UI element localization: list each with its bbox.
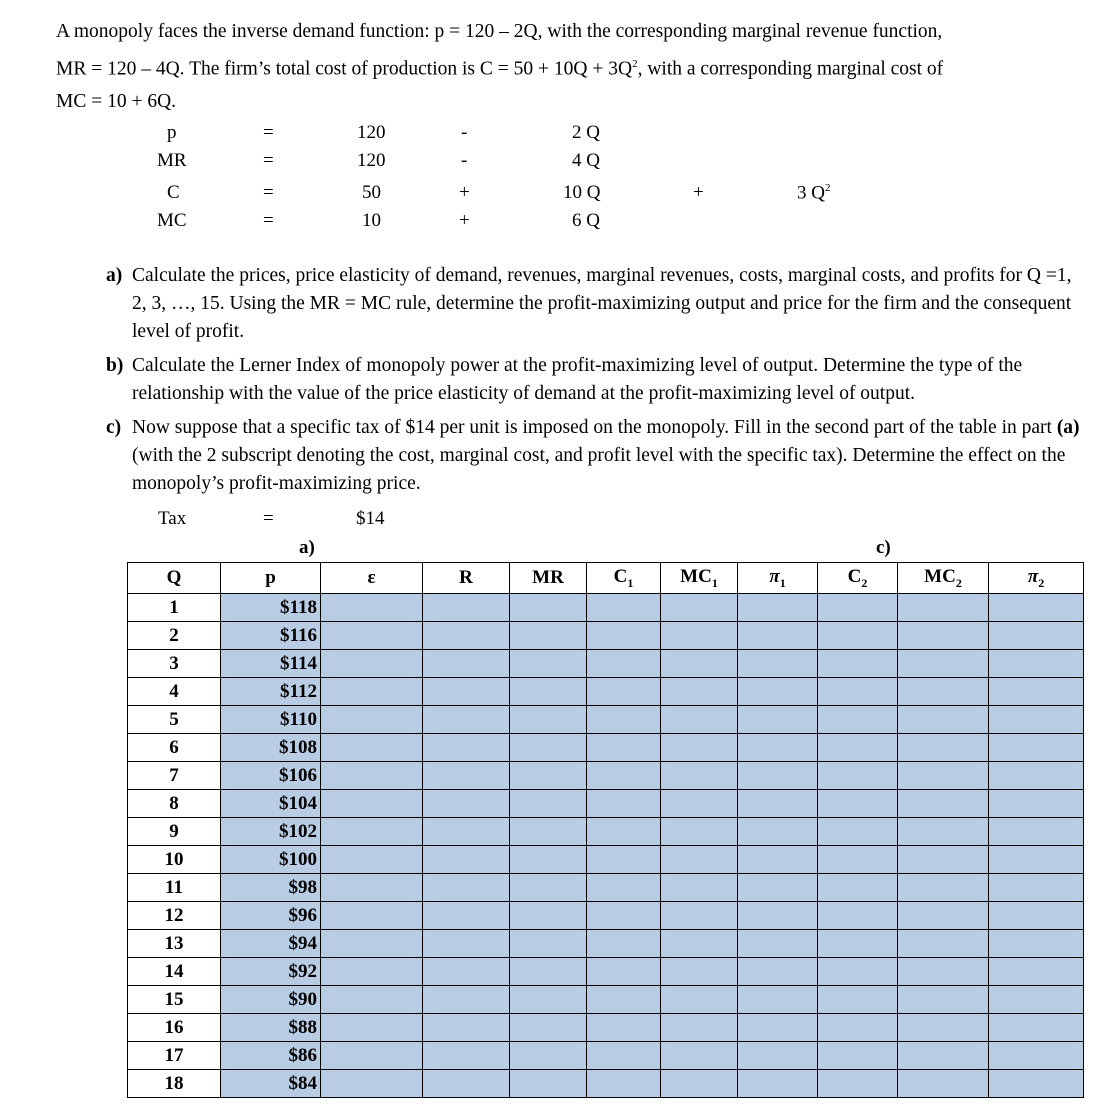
- cell-profit-2[interactable]: [989, 902, 1084, 930]
- cell-revenue[interactable]: [423, 762, 510, 790]
- cell-marginal-cost-1[interactable]: [661, 930, 738, 958]
- cell-profit-1[interactable]: [738, 902, 818, 930]
- cell-revenue[interactable]: [423, 874, 510, 902]
- cell-cost-2[interactable]: [818, 706, 898, 734]
- data-table: [127, 562, 1084, 1098]
- cell-profit-1[interactable]: [738, 958, 818, 986]
- cell-cost-1[interactable]: [587, 1042, 661, 1070]
- cell-marginal-revenue[interactable]: [510, 622, 587, 650]
- cell-revenue[interactable]: [423, 678, 510, 706]
- question-a: [106, 262, 1081, 346]
- eq-lhs: p: [167, 122, 177, 143]
- cell-revenue[interactable]: [423, 734, 510, 762]
- cell-cost-1[interactable]: [587, 594, 661, 622]
- header-cost-2: [818, 563, 898, 594]
- cell-elasticity[interactable]: [321, 930, 423, 958]
- cell-q: 6: [128, 734, 221, 762]
- cell-marginal-cost-2[interactable]: [898, 958, 989, 986]
- eq-constant: 50: [362, 182, 381, 203]
- cell-price: $100: [221, 846, 321, 874]
- header-text: p: [265, 567, 276, 588]
- tax-label: Tax: [158, 508, 187, 529]
- header-subscript: 1: [627, 575, 634, 590]
- cell-q: 11: [128, 874, 221, 902]
- cell-marginal-cost-2[interactable]: [898, 930, 989, 958]
- cell-cost-1[interactable]: [587, 790, 661, 818]
- cell-marginal-revenue[interactable]: [510, 846, 587, 874]
- cell-marginal-revenue[interactable]: [510, 650, 587, 678]
- question-c: [106, 414, 1081, 498]
- cell-marginal-cost-1[interactable]: [661, 818, 738, 846]
- cell-revenue[interactable]: [423, 846, 510, 874]
- cell-q: 14: [128, 958, 221, 986]
- cell-price: $90: [221, 986, 321, 1014]
- eq-operator: +: [459, 182, 470, 203]
- cell-elasticity[interactable]: [321, 1070, 423, 1098]
- header-q: [128, 563, 221, 594]
- header-text: MR: [532, 567, 564, 588]
- eq-lhs: MR: [157, 150, 187, 171]
- cell-price: $116: [221, 622, 321, 650]
- question-text: Calculate the Lerner Index of monopoly power at the profit-maximizing level of output. Determine the type of the relationship with the value of the price elasticity of demand at the profit-maximizing level of output.: [132, 355, 1023, 404]
- cell-profit-2[interactable]: [989, 650, 1084, 678]
- table-row: [128, 762, 1084, 790]
- section-label-c: c): [876, 537, 891, 558]
- cell-profit-1[interactable]: [738, 930, 818, 958]
- cell-marginal-cost-1[interactable]: [661, 650, 738, 678]
- eq-linear-term: 10 Q: [563, 182, 601, 203]
- cell-marginal-cost-2[interactable]: [898, 622, 989, 650]
- cell-cost-2[interactable]: [818, 902, 898, 930]
- cell-cost-2[interactable]: [818, 734, 898, 762]
- cell-cost-1[interactable]: [587, 846, 661, 874]
- cell-marginal-cost-2[interactable]: [898, 1042, 989, 1070]
- cell-cost-1[interactable]: [587, 902, 661, 930]
- cell-price: $108: [221, 734, 321, 762]
- table-row: [128, 986, 1084, 1014]
- header-marginal-cost-1: [661, 563, 738, 594]
- cell-price: $86: [221, 1042, 321, 1070]
- intro-line-2b: , with a corresponding marginal cost of: [637, 58, 944, 80]
- cell-elasticity[interactable]: [321, 846, 423, 874]
- cell-revenue[interactable]: [423, 650, 510, 678]
- header-p: [221, 563, 321, 594]
- cell-profit-2[interactable]: [989, 958, 1084, 986]
- table-row: [128, 902, 1084, 930]
- cell-cost-1[interactable]: [587, 818, 661, 846]
- header-text: π: [1027, 565, 1039, 587]
- cell-elasticity[interactable]: [321, 818, 423, 846]
- cell-price: $118: [221, 594, 321, 622]
- header-subscript: 2: [1038, 575, 1045, 590]
- eq-operator: +: [459, 210, 470, 231]
- eq-quadratic-sup: 2: [824, 182, 831, 194]
- eq-linear-term: 6 Q: [572, 210, 600, 231]
- header-subscript: 1: [711, 575, 718, 590]
- cell-cost-1[interactable]: [587, 762, 661, 790]
- cell-profit-2[interactable]: [989, 678, 1084, 706]
- cell-revenue[interactable]: [423, 958, 510, 986]
- cell-profit-1[interactable]: [738, 706, 818, 734]
- cell-marginal-cost-1[interactable]: [661, 706, 738, 734]
- cell-marginal-cost-1[interactable]: [661, 1014, 738, 1042]
- cell-marginal-cost-1[interactable]: [661, 958, 738, 986]
- cell-cost-1[interactable]: [587, 706, 661, 734]
- cell-revenue[interactable]: [423, 818, 510, 846]
- cell-elasticity[interactable]: [321, 1014, 423, 1042]
- cell-profit-1[interactable]: [738, 1042, 818, 1070]
- cell-price: $114: [221, 650, 321, 678]
- table-row: [128, 706, 1084, 734]
- cell-cost-1[interactable]: [587, 734, 661, 762]
- cell-price: $98: [221, 874, 321, 902]
- cell-marginal-cost-2[interactable]: [898, 1014, 989, 1042]
- cell-profit-2[interactable]: [989, 846, 1084, 874]
- table-row: [128, 678, 1084, 706]
- cell-price: $84: [221, 1070, 321, 1098]
- intro-line-2a: MR = 120 – 4Q. The firm’s total cost of production is C = 50 + 10Q + 3Q: [56, 58, 633, 80]
- cell-marginal-cost-2[interactable]: [898, 594, 989, 622]
- cell-price: $102: [221, 818, 321, 846]
- cell-profit-1[interactable]: [738, 594, 818, 622]
- header-cost-1: [587, 563, 661, 594]
- header-subscript: 2: [955, 575, 962, 590]
- cell-revenue[interactable]: [423, 1014, 510, 1042]
- cell-marginal-cost-1[interactable]: [661, 874, 738, 902]
- cell-revenue[interactable]: [423, 594, 510, 622]
- header-text: MC: [924, 565, 956, 587]
- cell-marginal-revenue[interactable]: [510, 594, 587, 622]
- header-text: MC: [680, 565, 712, 587]
- table-row: [128, 1042, 1084, 1070]
- table-body: [128, 594, 1084, 1098]
- cell-elasticity[interactable]: [321, 958, 423, 986]
- cell-profit-2[interactable]: [989, 1042, 1084, 1070]
- cell-marginal-cost-1[interactable]: [661, 790, 738, 818]
- cell-marginal-cost-2[interactable]: [898, 818, 989, 846]
- cell-price: $88: [221, 1014, 321, 1042]
- cell-elasticity[interactable]: [321, 734, 423, 762]
- question-text: Now suppose that a specific tax of $14 per unit is imposed on the monopoly. Fill in the second part of the table in part: [132, 417, 1057, 438]
- question-b: [106, 352, 1081, 408]
- cell-q: 2: [128, 622, 221, 650]
- cell-marginal-cost-1[interactable]: [661, 734, 738, 762]
- cell-profit-2[interactable]: [989, 818, 1084, 846]
- cell-q: 18: [128, 1070, 221, 1098]
- question-label: b): [106, 355, 124, 376]
- table-row: [128, 622, 1084, 650]
- cell-marginal-cost-2[interactable]: [898, 874, 989, 902]
- question-text-bold: (a): [1056, 417, 1080, 438]
- cell-revenue[interactable]: [423, 706, 510, 734]
- cell-elasticity[interactable]: [321, 1042, 423, 1070]
- cell-q: 1: [128, 594, 221, 622]
- cell-cost-1[interactable]: [587, 650, 661, 678]
- cell-profit-1[interactable]: [738, 762, 818, 790]
- header-text: Q: [166, 567, 182, 588]
- intro-line-2: [56, 48, 1076, 86]
- cell-cost-2[interactable]: [818, 986, 898, 1014]
- cell-profit-2[interactable]: [989, 1014, 1084, 1042]
- header-marginal-revenue: [510, 563, 587, 594]
- eq-constant: 120: [357, 122, 386, 143]
- cell-marginal-cost-1[interactable]: [661, 1042, 738, 1070]
- cell-marginal-cost-1[interactable]: [661, 902, 738, 930]
- cell-revenue[interactable]: [423, 930, 510, 958]
- cell-q: 9: [128, 818, 221, 846]
- eq-sign: =: [263, 210, 274, 231]
- cell-marginal-cost-2[interactable]: [898, 734, 989, 762]
- cell-marginal-cost-2[interactable]: [898, 762, 989, 790]
- cell-price: $104: [221, 790, 321, 818]
- cell-q: 16: [128, 1014, 221, 1042]
- cell-cost-1[interactable]: [587, 930, 661, 958]
- cell-q: 8: [128, 790, 221, 818]
- cell-marginal-revenue[interactable]: [510, 958, 587, 986]
- eq-lhs: MC: [157, 210, 187, 231]
- cell-q: 10: [128, 846, 221, 874]
- cell-q: 17: [128, 1042, 221, 1070]
- cell-revenue[interactable]: [423, 622, 510, 650]
- eq-operator: -: [461, 150, 468, 171]
- cell-marginal-cost-1[interactable]: [661, 622, 738, 650]
- cell-profit-2[interactable]: [989, 1070, 1084, 1098]
- header-marginal-cost-2: [898, 563, 989, 594]
- cell-revenue[interactable]: [423, 1042, 510, 1070]
- cell-elasticity[interactable]: [321, 706, 423, 734]
- cell-cost-2[interactable]: [818, 762, 898, 790]
- cell-q: 12: [128, 902, 221, 930]
- cell-price: $94: [221, 930, 321, 958]
- cell-q: 3: [128, 650, 221, 678]
- cell-cost-2[interactable]: [818, 1042, 898, 1070]
- cell-marginal-revenue[interactable]: [510, 986, 587, 1014]
- cell-marginal-cost-2[interactable]: [898, 790, 989, 818]
- cell-q: 7: [128, 762, 221, 790]
- question-label: a): [106, 265, 123, 286]
- cell-q: 13: [128, 930, 221, 958]
- table-row: [128, 1070, 1084, 1098]
- cell-profit-2[interactable]: [989, 706, 1084, 734]
- question-list: [106, 262, 1081, 504]
- eq-operator: -: [461, 122, 468, 143]
- cell-cost-1[interactable]: [587, 678, 661, 706]
- question-label: c): [106, 417, 122, 438]
- cell-profit-1[interactable]: [738, 790, 818, 818]
- table-row: [128, 818, 1084, 846]
- cell-cost-2[interactable]: [818, 958, 898, 986]
- table-row: [128, 594, 1084, 622]
- eq-lhs: C: [167, 182, 180, 203]
- cell-profit-2[interactable]: [989, 734, 1084, 762]
- cell-marginal-cost-2[interactable]: [898, 650, 989, 678]
- cell-q: 15: [128, 986, 221, 1014]
- cell-profit-2[interactable]: [989, 930, 1084, 958]
- cell-marginal-cost-2[interactable]: [898, 706, 989, 734]
- cell-profit-2[interactable]: [989, 790, 1084, 818]
- cell-elasticity[interactable]: [321, 594, 423, 622]
- cell-revenue[interactable]: [423, 902, 510, 930]
- eq-linear-term: 4 Q: [572, 150, 600, 171]
- cell-profit-1[interactable]: [738, 1014, 818, 1042]
- cell-marginal-cost-2[interactable]: [898, 1070, 989, 1098]
- header-revenue: [423, 563, 510, 594]
- cell-marginal-cost-1[interactable]: [661, 846, 738, 874]
- cell-profit-2[interactable]: [989, 594, 1084, 622]
- cell-elasticity[interactable]: [321, 874, 423, 902]
- cell-marginal-cost-1[interactable]: [661, 594, 738, 622]
- cell-marginal-cost-2[interactable]: [898, 846, 989, 874]
- cell-marginal-revenue[interactable]: [510, 818, 587, 846]
- cell-cost-1[interactable]: [587, 622, 661, 650]
- header-profit-2: [989, 563, 1084, 594]
- cell-cost-1[interactable]: [587, 958, 661, 986]
- intro-paragraph: [56, 16, 1076, 118]
- eq-constant: 10: [362, 210, 381, 231]
- cell-price: $92: [221, 958, 321, 986]
- cell-marginal-cost-1[interactable]: [661, 1070, 738, 1098]
- cell-marginal-cost-1[interactable]: [661, 678, 738, 706]
- cell-profit-1[interactable]: [738, 846, 818, 874]
- cell-marginal-revenue[interactable]: [510, 734, 587, 762]
- cell-revenue[interactable]: [423, 790, 510, 818]
- intro-line-3: MC = 10 + 6Q.: [56, 90, 177, 112]
- cell-marginal-revenue[interactable]: [510, 874, 587, 902]
- cell-cost-2[interactable]: [818, 846, 898, 874]
- cell-elasticity[interactable]: [321, 650, 423, 678]
- cell-cost-1[interactable]: [587, 874, 661, 902]
- cell-elasticity[interactable]: [321, 986, 423, 1014]
- header-text: C: [613, 565, 628, 587]
- cell-marginal-cost-1[interactable]: [661, 762, 738, 790]
- table-row: [128, 958, 1084, 986]
- cell-profit-1[interactable]: [738, 734, 818, 762]
- cell-cost-2[interactable]: [818, 594, 898, 622]
- cell-profit-2[interactable]: [989, 874, 1084, 902]
- table-row: [128, 846, 1084, 874]
- cell-profit-1[interactable]: [738, 678, 818, 706]
- cell-price: $106: [221, 762, 321, 790]
- cell-marginal-revenue[interactable]: [510, 706, 587, 734]
- cell-profit-2[interactable]: [989, 762, 1084, 790]
- tax-eq-sign: =: [263, 508, 274, 529]
- cell-cost-1[interactable]: [587, 986, 661, 1014]
- eq-quadratic-term: [797, 182, 830, 204]
- question-text: (with the 2 subscript denoting the cost, marginal cost, and profit level with the specific tax). Determine the effect on the monopoly’s profit-maximizing price.: [132, 445, 1066, 494]
- cell-cost-1[interactable]: [587, 1014, 661, 1042]
- cell-revenue[interactable]: [423, 986, 510, 1014]
- table-row: [128, 790, 1084, 818]
- cell-marginal-revenue[interactable]: [510, 762, 587, 790]
- cell-marginal-revenue[interactable]: [510, 930, 587, 958]
- table-row: [128, 874, 1084, 902]
- cell-profit-2[interactable]: [989, 986, 1084, 1014]
- cell-q: 4: [128, 678, 221, 706]
- cell-marginal-revenue[interactable]: [510, 678, 587, 706]
- cell-profit-1[interactable]: [738, 986, 818, 1014]
- cell-marginal-revenue[interactable]: [510, 790, 587, 818]
- eq-operator: +: [693, 182, 704, 203]
- table-header-row: [128, 563, 1084, 594]
- cell-profit-1[interactable]: [738, 1070, 818, 1098]
- header-text: π: [769, 565, 780, 587]
- cell-cost-2[interactable]: [818, 1070, 898, 1098]
- cell-marginal-revenue[interactable]: [510, 1042, 587, 1070]
- header-profit-1: [738, 563, 818, 594]
- eq-linear-term: 2 Q: [572, 122, 600, 143]
- cell-price: $110: [221, 706, 321, 734]
- intro-line-2-sup: 2: [632, 58, 638, 70]
- eq-sign: =: [263, 150, 274, 171]
- table-row: [128, 650, 1084, 678]
- eq-constant: 120: [357, 150, 386, 171]
- section-label-a: a): [299, 537, 315, 558]
- cell-profit-1[interactable]: [738, 874, 818, 902]
- cell-marginal-cost-2[interactable]: [898, 902, 989, 930]
- question-text: Calculate the prices, price elasticity of demand, revenues, marginal revenues, costs, marginal costs, and profits for Q =1, 2, 3, …, 15. Using the MR = MC rule, determine the profit-maximizing output and price for the firm and the consequent level of profit.: [132, 265, 1072, 342]
- cell-cost-2[interactable]: [818, 874, 898, 902]
- cell-cost-2[interactable]: [818, 930, 898, 958]
- cell-cost-1[interactable]: [587, 1070, 661, 1098]
- table-row: [128, 734, 1084, 762]
- cell-cost-2[interactable]: [818, 650, 898, 678]
- cell-marginal-revenue[interactable]: [510, 1070, 587, 1098]
- table-row: [128, 930, 1084, 958]
- cell-profit-1[interactable]: [738, 818, 818, 846]
- header-text: R: [459, 567, 473, 588]
- cell-elasticity[interactable]: [321, 622, 423, 650]
- cell-elasticity[interactable]: [321, 678, 423, 706]
- cell-price: $112: [221, 678, 321, 706]
- intro-line-1: A monopoly faces the inverse demand function: p = 120 – 2Q, with the corresponding marginal revenue function,: [56, 21, 943, 42]
- cell-profit-1[interactable]: [738, 650, 818, 678]
- cell-cost-2[interactable]: [818, 622, 898, 650]
- cell-profit-1[interactable]: [738, 622, 818, 650]
- header-subscript: 1: [779, 575, 786, 590]
- cell-profit-2[interactable]: [989, 622, 1084, 650]
- cell-marginal-revenue[interactable]: [510, 1014, 587, 1042]
- cell-cost-2[interactable]: [818, 1014, 898, 1042]
- tax-value: $14: [356, 508, 385, 529]
- cell-price: $96: [221, 902, 321, 930]
- header-subscript: 2: [861, 575, 868, 590]
- cell-marginal-revenue[interactable]: [510, 902, 587, 930]
- header-text: ε: [367, 567, 376, 588]
- table-row: [128, 1014, 1084, 1042]
- cell-cost-2[interactable]: [818, 790, 898, 818]
- cell-elasticity[interactable]: [321, 902, 423, 930]
- cell-marginal-cost-1[interactable]: [661, 986, 738, 1014]
- cell-marginal-cost-2[interactable]: [898, 678, 989, 706]
- header-text: C: [847, 565, 862, 587]
- eq-quadratic-base: 3 Q: [797, 182, 825, 204]
- cell-cost-2[interactable]: [818, 818, 898, 846]
- cell-q: 5: [128, 706, 221, 734]
- cell-marginal-cost-2[interactable]: [898, 986, 989, 1014]
- cell-cost-2[interactable]: [818, 678, 898, 706]
- eq-sign: =: [263, 122, 274, 143]
- cell-elasticity[interactable]: [321, 790, 423, 818]
- cell-revenue[interactable]: [423, 1070, 510, 1098]
- cell-elasticity[interactable]: [321, 762, 423, 790]
- eq-sign: =: [263, 182, 274, 203]
- header-elasticity: [321, 563, 423, 594]
